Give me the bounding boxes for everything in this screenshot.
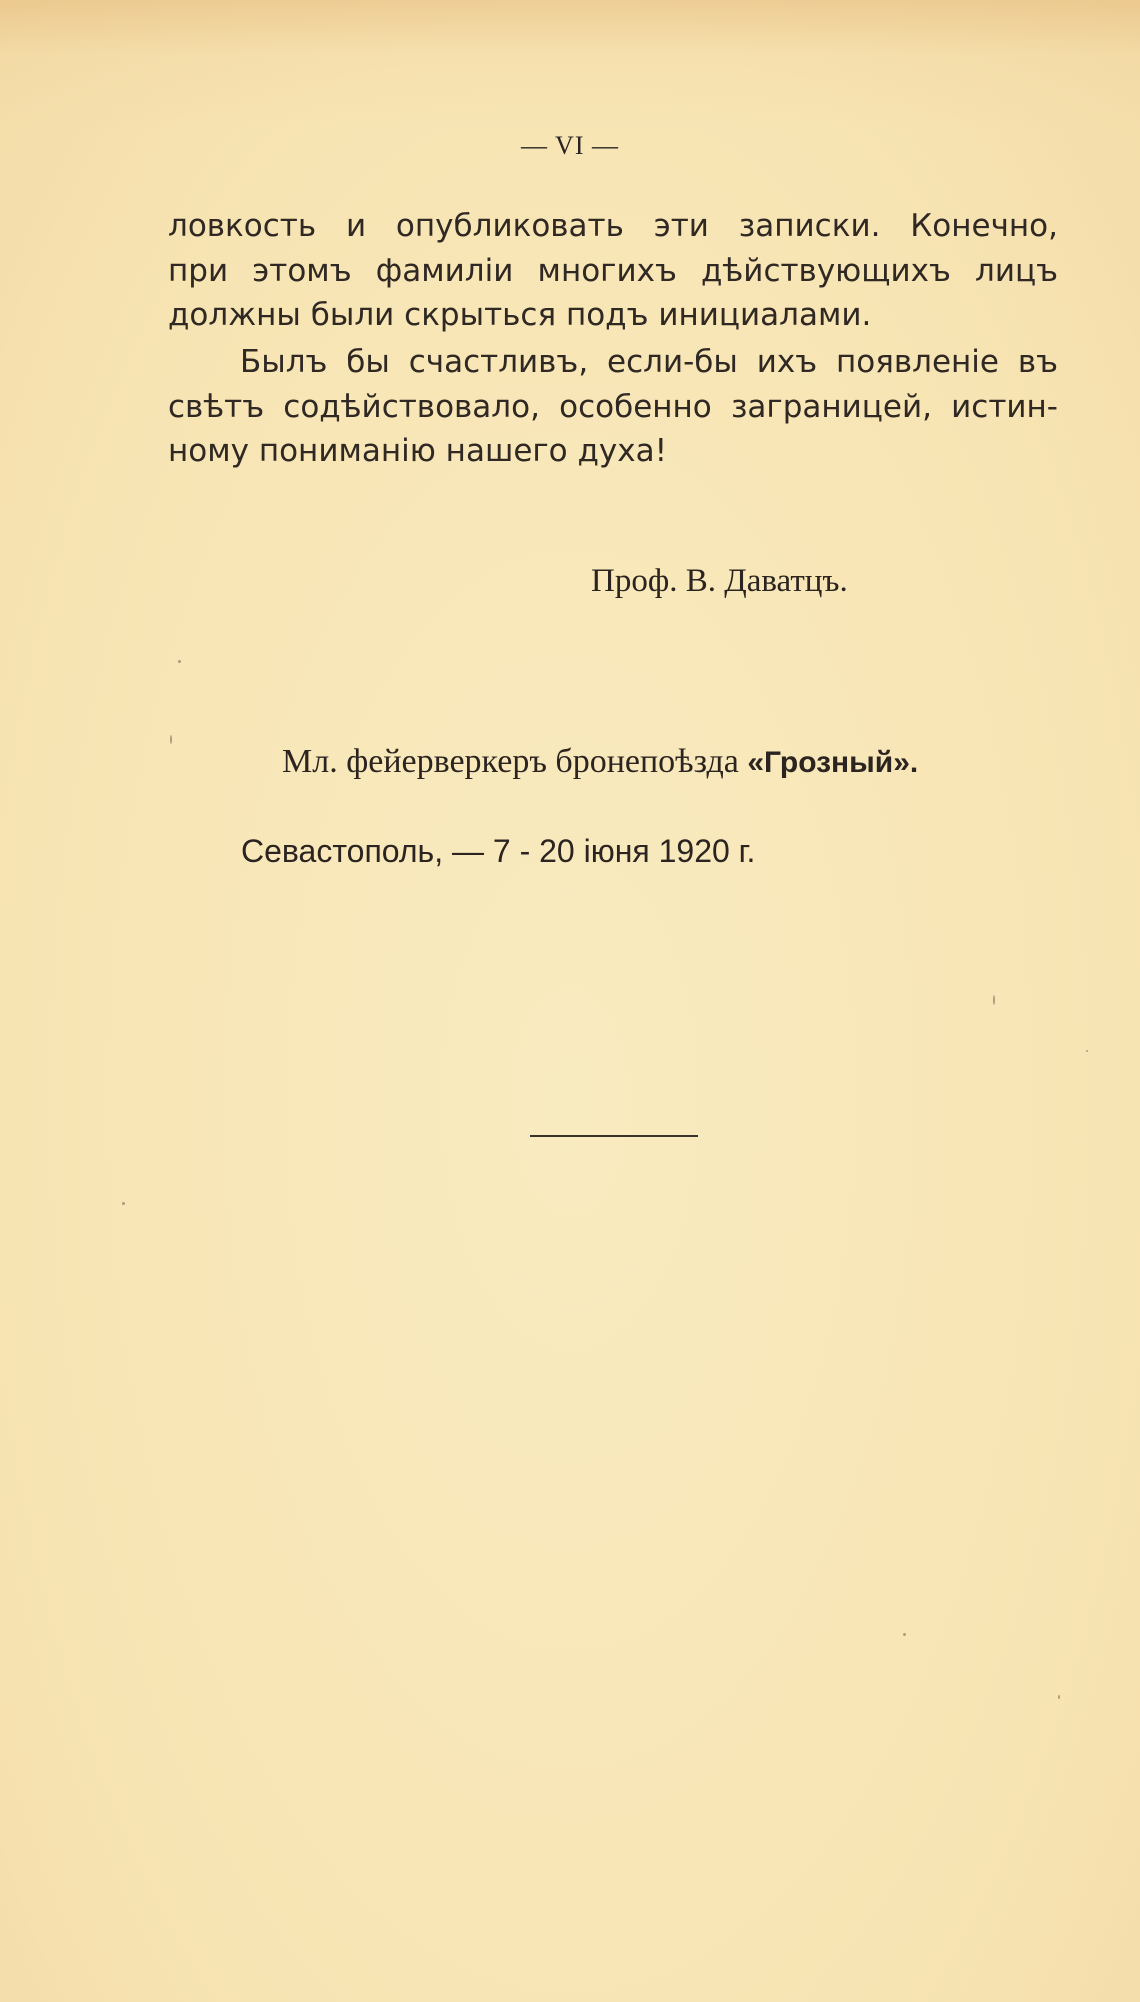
paper-speck [170,735,172,744]
paragraph-1-line-2: при этомъ фамиліи многихъ дѣйствующихъ лицъ [168,252,1058,289]
paper-speck [993,995,995,1005]
train-name: «Грозный». [747,746,919,779]
paragraph-1-line-3: должны были скрыться подъ инициалами. [168,297,872,333]
author-rank: Мл. фейерверкеръ бронепоѣзда [282,743,748,780]
paragraph-2-line-2: свѣтъ содѣйствовало, особенно заграницей, истин- [168,388,1058,425]
paper-speck [903,1633,906,1636]
paragraph-2-line-1: Былъ бы счастливъ, если-бы ихъ появленіе въ [240,344,1058,380]
paper-speck [1058,1695,1060,1699]
paper-speck [122,1202,125,1205]
paragraph-2 [168,340,1058,474]
paper-speck [1086,1050,1088,1052]
place-date: Севастополь, — 7 - 20 іюня 1920 г. [241,833,756,869]
signature: Проф. В. Даватцъ. [591,563,848,599]
paragraph-1-line-1: ловкость и опубликовать эти записки. Конечно, [168,208,1058,244]
author-line [282,743,918,781]
page-number: — VI — [521,131,619,160]
paper-speck [178,660,181,663]
paragraph-1 [168,204,1058,338]
paragraph-2-line-3: ному пониманію нашего духа! [168,433,668,469]
divider-rule [530,1135,698,1137]
